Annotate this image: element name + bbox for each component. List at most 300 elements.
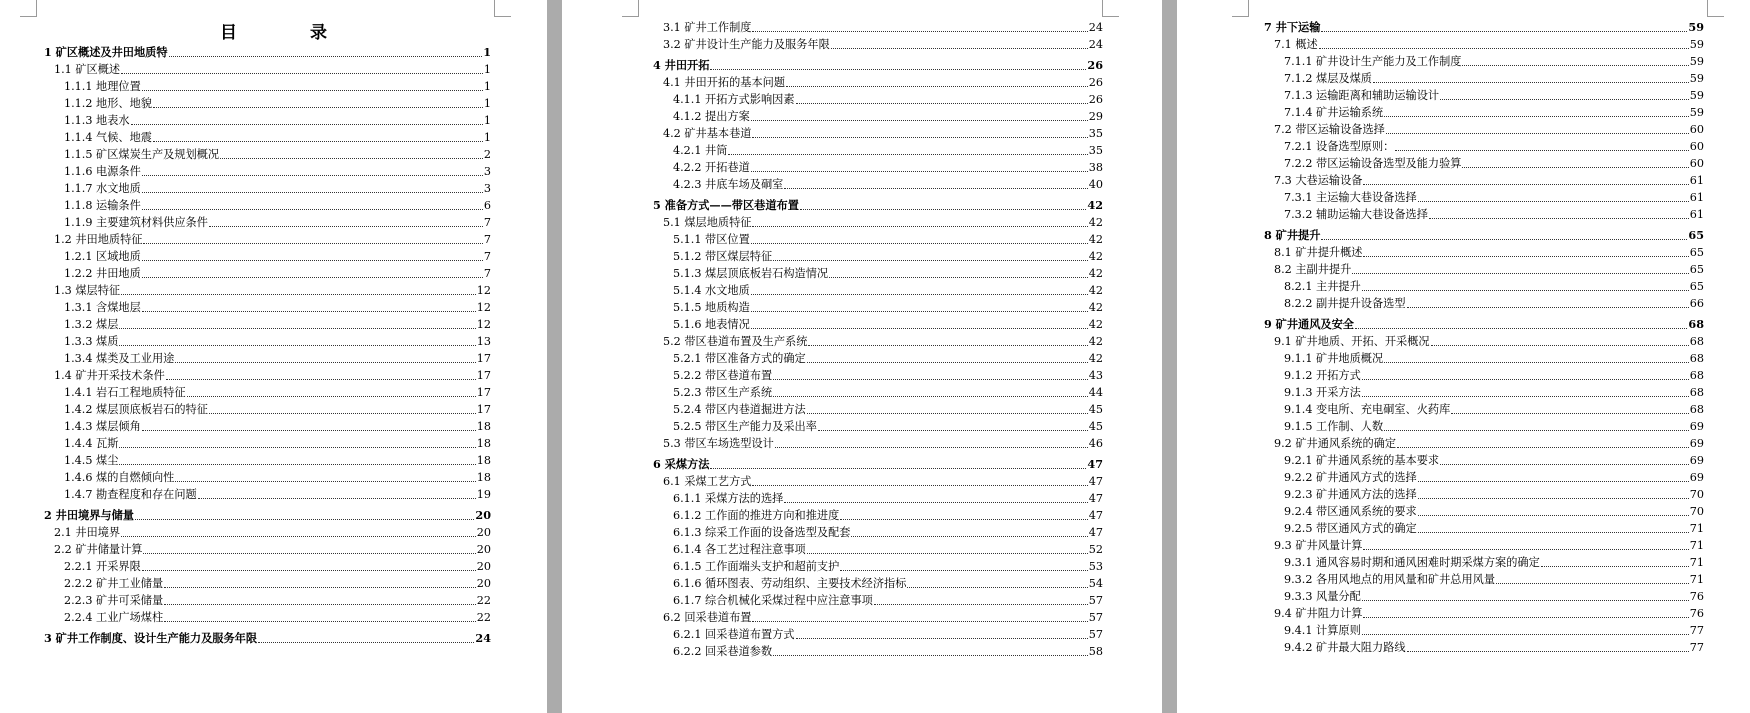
toc-leader-dots xyxy=(829,277,1088,278)
toc-entry-page-number: 26 xyxy=(1088,93,1103,106)
toc-entry[interactable] xyxy=(1264,469,1704,486)
toc-leader-dots xyxy=(1363,184,1688,185)
toc-entry-page-number: 42 xyxy=(1088,335,1103,348)
toc-entry-page-number: 68 xyxy=(1689,369,1704,382)
toc-entry[interactable] xyxy=(653,74,1103,91)
toc-leader-dots xyxy=(752,621,1087,622)
toc-entry[interactable] xyxy=(653,473,1103,490)
toc-entry-label: 6.2.1 回采巷道布置方式 xyxy=(673,628,795,641)
toc-entry-label: 1.4 矿井开采技术条件 xyxy=(54,369,165,382)
toc-entry[interactable] xyxy=(44,507,491,524)
toc-entry[interactable] xyxy=(44,630,491,647)
toc-entry-label: 1.1.8 运输条件 xyxy=(64,199,141,212)
toc-entry[interactable] xyxy=(1264,503,1704,520)
toc-entry-label: 9.1 矿井地质、开拓、开采概况 xyxy=(1274,335,1430,348)
toc-leader-dots xyxy=(121,536,476,537)
toc-entry[interactable] xyxy=(1264,104,1704,121)
toc-entry-label: 1.1.9 主要建筑材料供应条件 xyxy=(64,216,208,229)
toc-entry-page-number: 68 xyxy=(1689,403,1704,416)
toc-entry-label: 1.3.1 含煤地层 xyxy=(64,301,141,314)
toc-entry[interactable] xyxy=(44,129,491,146)
toc-entry[interactable] xyxy=(1264,350,1704,367)
toc-entry-label: 4.1.1 开拓方式影响因素 xyxy=(673,93,795,106)
toc-entry-label: 5.1.2 带区煤层特征 xyxy=(673,250,773,263)
toc-entry[interactable] xyxy=(44,575,491,592)
toc-leader-dots xyxy=(143,243,482,244)
toc-leader-dots xyxy=(1362,379,1689,380)
toc-entry[interactable] xyxy=(653,384,1103,401)
toc-entry[interactable] xyxy=(653,125,1103,142)
toc-entry-page-number: 26 xyxy=(1087,58,1103,72)
toc-entry[interactable] xyxy=(1264,316,1704,333)
toc-entry-page-number: 77 xyxy=(1689,624,1704,637)
toc-entry-page-number: 68 xyxy=(1689,335,1704,348)
toc-leader-dots xyxy=(773,396,1088,397)
toc-entry-label: 5.2.4 带区内巷道掘进方法 xyxy=(673,403,806,416)
toc-entry[interactable] xyxy=(1264,121,1704,138)
toc-entry[interactable] xyxy=(44,95,491,112)
toc-leader-dots xyxy=(1451,413,1688,414)
toc-entry[interactable] xyxy=(44,316,491,333)
toc-entry-page-number: 42 xyxy=(1088,233,1103,246)
toc-leader-dots xyxy=(752,137,1087,138)
toc-entry-label: 6.1.4 各工艺过程注意事项 xyxy=(673,543,806,556)
toc-entry-page-number: 66 xyxy=(1689,297,1704,310)
toc-entry-label: 2.1 井田境界 xyxy=(54,526,121,539)
toc-leader-dots xyxy=(220,158,483,159)
toc-entry[interactable] xyxy=(1264,418,1704,435)
toc-entry-label: 2.2 矿井储量计算 xyxy=(54,543,143,556)
toc-entry[interactable] xyxy=(44,197,491,214)
toc-entry[interactable] xyxy=(1264,244,1704,261)
toc-leader-dots xyxy=(751,243,1088,244)
toc-entry[interactable] xyxy=(1264,261,1704,278)
toc-entry-label: 2 井田境界与储量 xyxy=(44,508,134,522)
toc-entry-page-number: 3 xyxy=(483,182,491,195)
toc-entry[interactable] xyxy=(653,456,1103,473)
toc-entry[interactable] xyxy=(653,643,1103,660)
toc-entry[interactable] xyxy=(1264,206,1704,223)
toc-entry[interactable] xyxy=(653,214,1103,231)
toc-entry[interactable] xyxy=(653,367,1103,384)
toc-entry-label: 1.4.4 瓦斯 xyxy=(64,437,119,450)
toc-leader-dots xyxy=(142,570,476,571)
toc-entry-label: 1.4.5 煤尘 xyxy=(64,454,119,467)
toc-leader-dots xyxy=(807,413,1088,414)
toc-entry[interactable] xyxy=(653,609,1103,626)
toc-entry-label: 4.2.3 井底车场及硐室 xyxy=(673,178,784,191)
toc-entry[interactable] xyxy=(1264,189,1704,206)
toc-leader-dots xyxy=(784,188,1087,189)
toc-entry-label: 1.3 煤层特征 xyxy=(54,284,121,297)
toc-entry-page-number: 1 xyxy=(483,114,491,127)
toc-entry-label: 1.4.3 煤层倾角 xyxy=(64,420,141,433)
toc-leader-dots xyxy=(796,103,1088,104)
toc-entry-label: 2.2.4 工业广场煤柱 xyxy=(64,611,164,624)
toc-entry-label: 7.3 大巷运输设备 xyxy=(1274,174,1363,187)
toc-entry-label: 9.4 矿井阻力计算 xyxy=(1274,607,1363,620)
toc-entry-page-number: 61 xyxy=(1689,174,1704,187)
toc-entry-label: 2.2.2 矿井工业储量 xyxy=(64,577,164,590)
toc-entry[interactable] xyxy=(653,19,1103,36)
toc-leader-dots xyxy=(1418,532,1689,533)
document-page-1 xyxy=(0,0,547,713)
toc-entry-page-number: 70 xyxy=(1689,488,1704,501)
toc-entry[interactable] xyxy=(653,197,1103,214)
toc-leader-dots xyxy=(752,485,1087,486)
toc-leader-dots xyxy=(751,171,1088,172)
toc-entry-page-number: 7 xyxy=(483,267,491,280)
toc-entry[interactable] xyxy=(1264,295,1704,312)
toc-entry-label: 9.2.3 矿井通风方法的选择 xyxy=(1284,488,1417,501)
toc-entry[interactable] xyxy=(1264,36,1704,53)
toc-entry[interactable] xyxy=(1264,333,1704,350)
toc-entry[interactable] xyxy=(1264,605,1704,622)
page-corner-mark xyxy=(1707,0,1724,17)
toc-entry-page-number: 18 xyxy=(476,471,491,484)
toc-leader-dots xyxy=(119,345,475,346)
toc-entry-label: 5.1 煤层地质特征 xyxy=(663,216,752,229)
toc-entry-page-number: 42 xyxy=(1088,250,1103,263)
toc-entry-label: 9.1.5 工作制、人数 xyxy=(1284,420,1384,433)
toc-leader-dots xyxy=(1418,481,1689,482)
toc-entry-page-number: 24 xyxy=(1088,21,1103,34)
toc-entry[interactable] xyxy=(653,575,1103,592)
toc-entry[interactable] xyxy=(653,299,1103,316)
toc-leader-dots xyxy=(135,519,474,520)
toc-entry[interactable] xyxy=(44,78,491,95)
toc-entry-page-number: 17 xyxy=(476,369,491,382)
toc-entry[interactable] xyxy=(653,435,1103,452)
toc-entry-page-number: 40 xyxy=(1088,178,1103,191)
toc-entry-page-number: 68 xyxy=(1689,352,1704,365)
toc-entry-label: 7.2.1 设备选型原则： xyxy=(1284,140,1395,153)
toc-entry[interactable] xyxy=(44,231,491,248)
toc-entry-label: 1.2 井田地质特征 xyxy=(54,233,143,246)
toc-leader-dots xyxy=(840,519,1087,520)
toc-entry[interactable] xyxy=(1264,53,1704,70)
toc-leader-dots xyxy=(164,621,476,622)
toc-entry-page-number: 1 xyxy=(483,45,491,59)
toc-entry[interactable] xyxy=(653,350,1103,367)
toc-entry[interactable] xyxy=(653,558,1103,575)
toc-entry-label: 1.4.6 煤的自燃倾向性 xyxy=(64,471,175,484)
toc-entry-page-number: 57 xyxy=(1088,628,1103,641)
toc-entry-page-number: 59 xyxy=(1689,55,1704,68)
toc-entry[interactable] xyxy=(653,626,1103,643)
toc-entry[interactable] xyxy=(44,469,491,486)
toc-entry-page-number: 35 xyxy=(1088,127,1103,140)
toc-entry[interactable] xyxy=(653,592,1103,609)
toc-entry[interactable] xyxy=(653,176,1103,193)
toc-list xyxy=(44,44,491,647)
toc-entry-page-number: 20 xyxy=(476,526,491,539)
toc-entry[interactable] xyxy=(44,418,491,435)
toc-entry-page-number: 18 xyxy=(476,420,491,433)
toc-entry-label: 1.1.5 矿区煤炭生产及规划概况 xyxy=(64,148,220,161)
toc-entry-page-number: 22 xyxy=(476,611,491,624)
toc-entry[interactable] xyxy=(1264,155,1704,172)
toc-entry-label: 9.3.2 各用风地点的用风量和矿井总用风量 xyxy=(1284,573,1496,586)
toc-entry-page-number: 46 xyxy=(1088,437,1103,450)
toc-leader-dots xyxy=(121,73,483,74)
toc-entry-page-number: 7 xyxy=(483,216,491,229)
toc-entry-page-number: 22 xyxy=(476,594,491,607)
toc-entry-label: 8.1 矿井提升概述 xyxy=(1274,246,1363,259)
toc-entry-label: 9.2.1 矿井通风系统的基本要求 xyxy=(1284,454,1440,467)
toc-entry-page-number: 71 xyxy=(1689,522,1704,535)
toc-entry-page-number: 1 xyxy=(483,131,491,144)
toc-entry-label: 1.1 矿区概述 xyxy=(54,63,121,76)
toc-entry-label: 1.1.1 地理位置 xyxy=(64,80,141,93)
toc-leader-dots xyxy=(1352,273,1688,274)
toc-entry-page-number: 71 xyxy=(1689,539,1704,552)
toc-entry-page-number: 47 xyxy=(1087,457,1103,471)
toc-leader-dots xyxy=(119,447,475,448)
toc-leader-dots xyxy=(710,468,1086,469)
toc-entry[interactable] xyxy=(653,418,1103,435)
toc-entry[interactable] xyxy=(1264,401,1704,418)
toc-entry-label: 1.3.2 煤层 xyxy=(64,318,119,331)
toc-entry[interactable] xyxy=(44,163,491,180)
toc-entry-page-number: 47 xyxy=(1088,526,1103,539)
page-corner-mark xyxy=(1232,0,1249,17)
toc-entry[interactable] xyxy=(653,231,1103,248)
toc-entry-page-number: 1 xyxy=(483,97,491,110)
toc-entry[interactable] xyxy=(44,282,491,299)
toc-entry[interactable] xyxy=(44,367,491,384)
toc-leader-dots xyxy=(808,345,1087,346)
toc-entry-label: 7.3.2 辅助运输大巷设备选择 xyxy=(1284,208,1428,221)
toc-entry[interactable] xyxy=(44,558,491,575)
toc-entry-page-number: 12 xyxy=(476,301,491,314)
toc-leader-dots xyxy=(1319,48,1689,49)
toc-entry[interactable] xyxy=(653,490,1103,507)
toc-leader-dots xyxy=(773,655,1088,656)
toc-entry[interactable] xyxy=(1264,588,1704,605)
toc-entry[interactable] xyxy=(44,435,491,452)
toc-entry-page-number: 18 xyxy=(476,437,491,450)
toc-list xyxy=(653,19,1103,660)
toc-leader-dots xyxy=(1384,430,1689,431)
toc-leader-dots xyxy=(818,430,1088,431)
toc-entry[interactable] xyxy=(653,541,1103,558)
toc-entry-label: 5.2.5 带区生产能力及采出率 xyxy=(673,420,817,433)
toc-entry-label: 9.2.5 带区通风方式的确定 xyxy=(1284,522,1417,535)
toc-entry-page-number: 38 xyxy=(1088,161,1103,174)
toc-entry[interactable] xyxy=(44,61,491,78)
toc-entry-page-number: 76 xyxy=(1689,607,1704,620)
toc-entry[interactable] xyxy=(653,401,1103,418)
toc-entry[interactable] xyxy=(653,282,1103,299)
toc-entry-page-number: 3 xyxy=(483,165,491,178)
toc-entry[interactable] xyxy=(1264,639,1704,656)
toc-entry[interactable] xyxy=(1264,172,1704,189)
toc-entry[interactable] xyxy=(1264,70,1704,87)
toc-entry[interactable] xyxy=(44,44,491,61)
toc-entry-page-number: 42 xyxy=(1087,198,1103,212)
toc-leader-dots xyxy=(831,48,1088,49)
toc-entry[interactable] xyxy=(1264,138,1704,155)
toc-entry-page-number: 61 xyxy=(1689,208,1704,221)
toc-entry-page-number: 54 xyxy=(1088,577,1103,590)
toc-entry[interactable] xyxy=(1264,384,1704,401)
toc-entry-page-number: 59 xyxy=(1689,106,1704,119)
toc-entry-label: 8.2.1 主井提升 xyxy=(1284,280,1361,293)
toc-entry[interactable] xyxy=(1264,537,1704,554)
toc-leader-dots xyxy=(119,464,475,465)
toc-entry-page-number: 68 xyxy=(1688,317,1704,331)
toc-entry[interactable] xyxy=(1264,554,1704,571)
toc-entry[interactable] xyxy=(1264,367,1704,384)
toc-entry[interactable] xyxy=(653,36,1103,53)
toc-leader-dots xyxy=(166,379,476,380)
toc-entry[interactable] xyxy=(653,57,1103,74)
toc-leader-dots xyxy=(752,226,1087,227)
toc-entry-label: 4.1 井田开拓的基本问题 xyxy=(663,76,786,89)
toc-leader-dots xyxy=(1440,99,1689,100)
toc-entry-page-number: 7 xyxy=(483,250,491,263)
toc-entry[interactable] xyxy=(1264,520,1704,537)
toc-entry[interactable] xyxy=(1264,452,1704,469)
page-corner-mark xyxy=(494,0,511,17)
toc-entry-label: 5.1.4 水文地质 xyxy=(673,284,750,297)
toc-entry-label: 1 矿区概述及井田地质特 xyxy=(44,45,168,59)
toc-entry-label: 1.1.6 电源条件 xyxy=(64,165,141,178)
toc-entry[interactable] xyxy=(44,592,491,609)
toc-entry[interactable] xyxy=(44,112,491,129)
toc-entry-page-number: 69 xyxy=(1689,420,1704,433)
toc-entry-label: 5.2.1 带区准备方式的确定 xyxy=(673,352,806,365)
toc-entry-label: 5.2 带区巷道布置及生产系统 xyxy=(663,335,808,348)
toc-leader-dots xyxy=(1395,150,1688,151)
toc-entry-label: 1.2.2 井田地质 xyxy=(64,267,141,280)
toc-entry[interactable] xyxy=(653,159,1103,176)
toc-entry[interactable] xyxy=(44,248,491,265)
toc-leader-dots xyxy=(209,413,476,414)
toc-entry[interactable] xyxy=(1264,571,1704,588)
toc-entry-page-number: 42 xyxy=(1088,352,1103,365)
toc-entry[interactable] xyxy=(44,486,491,503)
toc-entry[interactable] xyxy=(44,384,491,401)
toc-entry-page-number: 69 xyxy=(1689,437,1704,450)
toc-leader-dots xyxy=(142,209,483,210)
toc-entry[interactable] xyxy=(653,524,1103,541)
toc-entry[interactable] xyxy=(653,248,1103,265)
toc-entry[interactable] xyxy=(44,541,491,558)
page-corner-mark xyxy=(20,0,37,17)
toc-entry[interactable] xyxy=(653,333,1103,350)
toc-entry-label: 6.1.1 采煤方法的选择 xyxy=(673,492,784,505)
toc-entry-page-number: 57 xyxy=(1088,611,1103,624)
toc-entry[interactable] xyxy=(44,333,491,350)
toc-entry[interactable] xyxy=(44,299,491,316)
toc-entry-label: 9.3 矿井风量计算 xyxy=(1274,539,1363,552)
toc-entry[interactable] xyxy=(1264,227,1704,244)
toc-entry[interactable] xyxy=(1264,435,1704,452)
toc-entry-page-number: 42 xyxy=(1088,216,1103,229)
toc-entry-page-number: 76 xyxy=(1689,590,1704,603)
toc-entry-label: 6.1.6 循环图表、劳动组织、主要技术经济指标 xyxy=(673,577,907,590)
toc-entry-label: 6.1.7 综合机械化采煤过程中应注意事项 xyxy=(673,594,873,607)
toc-entry[interactable] xyxy=(653,316,1103,333)
toc-entry[interactable] xyxy=(653,507,1103,524)
toc-entry[interactable] xyxy=(44,180,491,197)
toc-leader-dots xyxy=(258,642,474,643)
toc-entry-label: 5.3 带区车场选型设计 xyxy=(663,437,774,450)
toc-entry-label: 2.2.3 矿井可采储量 xyxy=(64,594,164,607)
toc-entry-page-number: 20 xyxy=(475,508,491,522)
toc-leader-dots xyxy=(142,430,476,431)
toc-entry[interactable] xyxy=(653,265,1103,282)
toc-entry-page-number: 20 xyxy=(476,543,491,556)
toc-entry[interactable] xyxy=(1264,622,1704,639)
toc-entry-label: 9.1.4 变电所、充电硐室、火药库 xyxy=(1284,403,1451,416)
toc-entry[interactable] xyxy=(1264,87,1704,104)
toc-leader-dots xyxy=(142,277,483,278)
toc-entry-label: 6.1.5 工作面端头支护和超前支护 xyxy=(673,560,840,573)
toc-entry-label: 6.1.3 综采工作面的设备选型及配套 xyxy=(673,526,851,539)
toc-entry[interactable] xyxy=(44,214,491,231)
toc-entry[interactable] xyxy=(44,401,491,418)
toc-leader-dots xyxy=(1362,600,1689,601)
toc-entry[interactable] xyxy=(44,146,491,163)
toc-entry[interactable] xyxy=(1264,486,1704,503)
toc-list xyxy=(1264,19,1704,656)
document-page-2 xyxy=(562,0,1162,713)
toc-entry-label: 1.2.1 区域地质 xyxy=(64,250,141,263)
toc-entry-page-number: 44 xyxy=(1088,386,1103,399)
toc-leader-dots xyxy=(751,328,1088,329)
toc-leader-dots xyxy=(710,69,1086,70)
toc-leader-dots xyxy=(169,56,483,57)
toc-entry-page-number: 53 xyxy=(1088,560,1103,573)
toc-leader-dots xyxy=(1363,617,1688,618)
toc-entry[interactable] xyxy=(653,91,1103,108)
toc-leader-dots xyxy=(1362,396,1689,397)
toc-entry[interactable] xyxy=(653,108,1103,125)
toc-entry-page-number: 42 xyxy=(1088,267,1103,280)
toc-entry[interactable] xyxy=(44,265,491,282)
toc-entry-page-number: 69 xyxy=(1689,454,1704,467)
toc-entry-label: 8.2.2 副井提升设备选型 xyxy=(1284,297,1406,310)
toc-entry-label: 9.2.2 矿井通风方式的选择 xyxy=(1284,471,1417,484)
toc-title: 目 录 xyxy=(220,23,355,43)
toc-entry-page-number: 24 xyxy=(1088,38,1103,51)
toc-entry-label: 1.4.1 岩石工程地质特征 xyxy=(64,386,186,399)
toc-entry-page-number: 65 xyxy=(1689,280,1704,293)
toc-entry-page-number: 17 xyxy=(476,386,491,399)
toc-entry-page-number: 29 xyxy=(1088,110,1103,123)
toc-entry-page-number: 1 xyxy=(483,63,491,76)
toc-entry[interactable] xyxy=(44,452,491,469)
toc-entry-label: 9.4.2 矿井最大阻力路线 xyxy=(1284,641,1406,654)
toc-entry-page-number: 60 xyxy=(1689,140,1704,153)
toc-leader-dots xyxy=(1496,583,1689,584)
toc-entry[interactable] xyxy=(653,142,1103,159)
toc-entry-label: 1.3.3 煤质 xyxy=(64,335,119,348)
toc-entry[interactable] xyxy=(1264,278,1704,295)
toc-entry[interactable] xyxy=(44,350,491,367)
toc-entry-label: 5.2.3 带区生产系统 xyxy=(673,386,773,399)
toc-leader-dots xyxy=(198,498,476,499)
toc-entry[interactable] xyxy=(1264,19,1704,36)
toc-entry-label: 1.1.4 气候、地震 xyxy=(64,131,152,144)
toc-entry[interactable] xyxy=(44,524,491,541)
toc-leader-dots xyxy=(1362,634,1689,635)
toc-leader-dots xyxy=(1386,133,1689,134)
toc-entry[interactable] xyxy=(44,609,491,626)
